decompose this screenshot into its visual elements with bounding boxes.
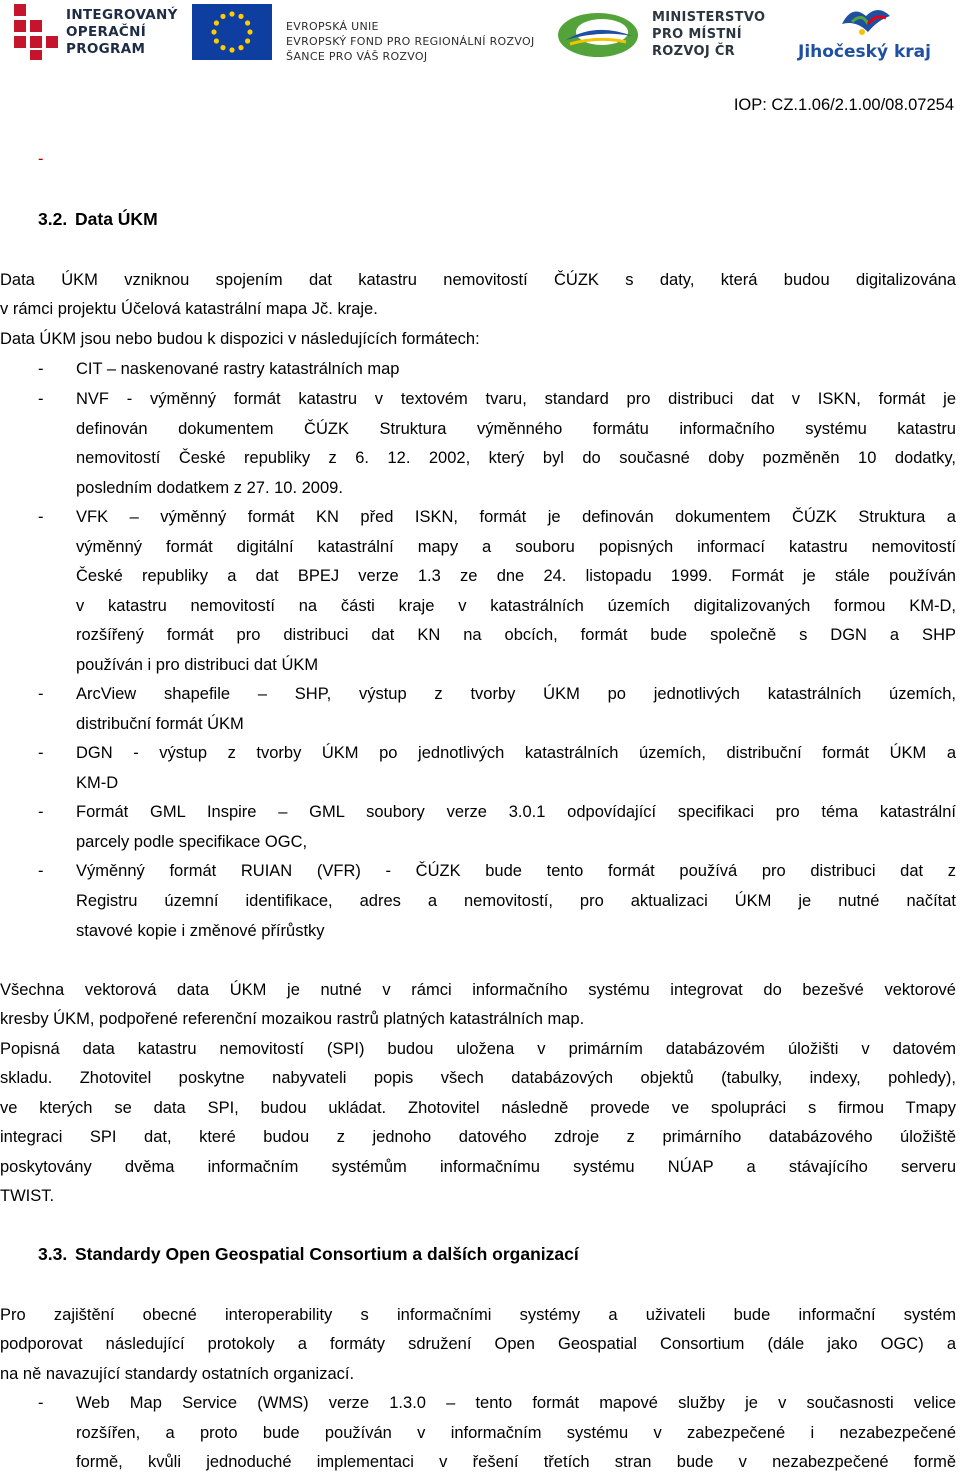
bullet-marker: - bbox=[38, 508, 44, 526]
mmr-logo-text: MINISTERSTVO PRO MÍSTNÍ ROZVOJ ČR bbox=[652, 10, 766, 59]
paragraph-line: TWIST. bbox=[0, 1187, 55, 1205]
eu-logo bbox=[192, 4, 537, 66]
list-item-line: ArcView shapefile – SHP, výstup z tvorby ÚKM po jednotlivých katastrálních územích, bbox=[76, 685, 956, 703]
eu-flag-icon bbox=[192, 4, 272, 60]
paragraph-line: ve kterých se data SPI, budou ukládat. Zhotovitel následně provede ve spolupráci s firmou Tmapy bbox=[0, 1099, 956, 1117]
bullet-marker: - bbox=[38, 744, 44, 762]
list-item-line: Formát GML Inspire – GML soubory verze 3.0.1 odpovídající specifikaci pro téma katastrální bbox=[76, 803, 956, 821]
list-item-line: Registru územní identifikace, adres a nemovitostí, pro aktualizaci ÚKM je nutné načítat bbox=[76, 892, 956, 910]
list-item-line: distribuční formát ÚKM bbox=[76, 715, 244, 733]
mmr-logo bbox=[556, 4, 776, 66]
bullet-marker: - bbox=[38, 803, 44, 821]
bullet-marker: - bbox=[38, 390, 44, 408]
paragraph-line: integraci SPI dat, které budou z jednoho datového zdroje z primárního databázového úložiště bbox=[0, 1128, 956, 1146]
paragraph-line: poskytovány dvěma informačním systémům informačnímu systému NÚAP a stávajícího serveru bbox=[0, 1158, 956, 1176]
list-item-line: používán i pro distribuci dat ÚKM bbox=[76, 656, 319, 674]
list-item-line: rozšířený formát pro distribuci dat KN na obcích, formát bude společně s DGN a SHP bbox=[76, 626, 956, 644]
list-item-line: VFK – výměnný formát KN před ISKN, formát je definován dokumentem ČÚZK Struktura a bbox=[76, 508, 956, 526]
paragraph-line: podporovat následující protokoly a formáty sdružení Open Geospatial Consortium (dále jako OGC) a bbox=[0, 1335, 956, 1353]
bullet-marker: - bbox=[38, 685, 44, 703]
section-heading-3-3 bbox=[38, 1244, 579, 1265]
eu-logo-text: EVROPSKÁ UNIE EVROPSKÝ FOND PRO REGIONÁLNÍ ROZVOJ ŠANCE PRO VÁŠ ROZVOJ bbox=[286, 20, 535, 63]
mmr-logo-icon bbox=[556, 10, 640, 60]
section-number: 3.2. bbox=[38, 209, 68, 229]
list-item-line: formě, kvůli jednoduché implementaci v řešení třetích stran bude v nezabezpečené formě bbox=[76, 1453, 956, 1471]
document-code: IOP: CZ.1.06/2.1.00/08.07254 bbox=[733, 96, 954, 114]
section-title: Data ÚKM bbox=[75, 209, 158, 229]
list-item-line: posledním dodatkem z 27. 10. 2009. bbox=[76, 479, 343, 497]
iop-logo-icon bbox=[14, 4, 60, 62]
iop-logo-text: INTEGROVANÝ OPERAČNÍ PROGRAM bbox=[66, 7, 178, 57]
iop-logo bbox=[14, 4, 178, 64]
bullet-marker: - bbox=[38, 360, 44, 378]
paragraph-line: Popisná data katastru nemovitostí (SPI) budou uložena v primárním databázovém úložišti v datovém bbox=[0, 1040, 956, 1058]
list-item-line: CIT – naskenované rastry katastrálních map bbox=[76, 360, 400, 378]
stray-dash: - bbox=[38, 150, 44, 168]
paragraph-line: skladu. Zhotovitel poskytne nabyvateli popis všech databázových objektů (tabulky, indexy, pohledy), bbox=[0, 1069, 956, 1087]
section-heading-3-2 bbox=[38, 209, 158, 230]
list-item-line: parcely podle specifikace OGC, bbox=[76, 833, 308, 851]
list-item-line: výměnný formát digitální katastrální mapy a souboru popisných informací katastru nemovitostí bbox=[76, 538, 956, 556]
list-item-line: rozšířen, a proto bude používán v informačním systému v zabezpečené i nezabezpečené bbox=[76, 1424, 956, 1442]
jihocesky-kraj-logo bbox=[796, 2, 946, 66]
paragraph-line: Všechna vektorová data ÚKM je nutné v rámci informačního systému integrovat do bezešvé vektorové bbox=[0, 981, 956, 999]
list-item-line: v katastru nemovitostí na části kraje v katastrálních územích digitalizovaných formou KM-D, bbox=[76, 597, 956, 615]
list-item-line: České republiky a dat BPEJ verze 1.3 ze dne 24. listopadu 1999. Formát je stále používán bbox=[76, 567, 956, 585]
list-item-line: Web Map Service (WMS) verze 1.3.0 – tento formát mapové služby je v současnosti velice bbox=[76, 1394, 956, 1412]
paragraph-line: v rámci projektu Účelová katastrální mapa Jč. kraje. bbox=[0, 300, 378, 318]
section-number: 3.3. bbox=[38, 1244, 68, 1264]
paragraph-line: Data ÚKM jsou nebo budou k dispozici v následujících formátech: bbox=[0, 330, 480, 348]
list-item-line: Výměnný formát RUIAN (VFR) - ČÚZK bude tento formát používá pro distribuci dat z bbox=[76, 862, 956, 880]
paragraph-line: kresby ÚKM, podpořené referenční mozaikou rastrů platných katastrálních map. bbox=[0, 1010, 585, 1028]
list-item-line: KM-D bbox=[76, 774, 119, 792]
paragraph-line: Pro zajištění obecné interoperability s informačními systémy a uživateli bude informační systém bbox=[0, 1306, 956, 1324]
section-title: Standardy Open Geospatial Consortium a dalších organizací bbox=[75, 1244, 579, 1264]
list-item-line: nemovitostí České republiky z 6. 12. 2002, který byl do současné doby pozměněn 10 dodatky, bbox=[76, 449, 956, 467]
list-item-line: stavové kopie i změnové přírůstky bbox=[76, 922, 325, 940]
list-item-line: DGN - výstup z tvorby ÚKM po jednotlivých katastrálních územích, distribuční formát ÚKM a bbox=[76, 744, 956, 762]
list-item-line: NVF - výměnný formát katastru v textovém tvaru, standard pro distribuci dat v ISKN, formát je bbox=[76, 390, 956, 408]
jihocesky-kraj-logo-text: Jihočeský kraj bbox=[798, 42, 931, 62]
bullet-marker: - bbox=[38, 862, 44, 880]
paragraph-line: na ně navazující standardy ostatních organizací. bbox=[0, 1365, 355, 1383]
paragraph-line: Data ÚKM vzniknou spojením dat katastru nemovitostí ČÚZK s daty, která budou digitalizována bbox=[0, 271, 956, 289]
list-item-line: definován dokumentem ČÚZK Struktura výměnného formátu informačního systému katastru bbox=[76, 420, 956, 438]
jihocesky-kraj-logo-icon bbox=[838, 2, 894, 40]
bullet-marker: - bbox=[38, 1394, 44, 1412]
logo-header bbox=[0, 0, 960, 75]
